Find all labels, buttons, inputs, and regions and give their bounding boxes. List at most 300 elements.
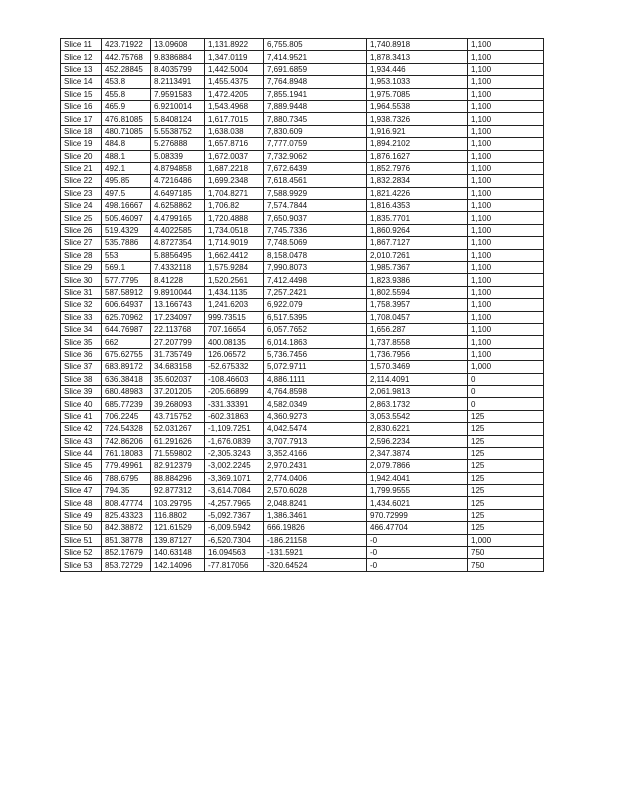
table-row — [61, 410, 544, 422]
cell-value-b: 92.877312 — [151, 485, 205, 497]
cell-value-f: 0 — [468, 373, 544, 385]
cell-value-c: -4,257.7965 — [205, 497, 264, 509]
cell-value-a: 851.38778 — [102, 534, 151, 546]
cell-value-f: 1,100 — [468, 125, 544, 137]
table-row — [61, 559, 544, 571]
cell-slice-label: Slice 26 — [61, 224, 102, 236]
cell-value-a: 505.46097 — [102, 212, 151, 224]
cell-value-c: 1,472.4205 — [205, 88, 264, 100]
cell-value-a: 779.49961 — [102, 460, 151, 472]
table-row — [61, 113, 544, 125]
cell-value-b: 9.8386884 — [151, 51, 205, 63]
cell-value-f: 125 — [468, 485, 544, 497]
cell-value-d: 7,889.9448 — [264, 100, 367, 112]
cell-slice-label: Slice 38 — [61, 373, 102, 385]
cell-value-f: 1,100 — [468, 113, 544, 125]
cell-value-d: 6,755.805 — [264, 39, 367, 51]
cell-value-a: 761.18083 — [102, 447, 151, 459]
cell-value-c: -2,305.3243 — [205, 447, 264, 459]
cell-slice-label: Slice 51 — [61, 534, 102, 546]
cell-value-c: 999.73515 — [205, 311, 264, 323]
cell-value-d: 4,360.9273 — [264, 410, 367, 422]
cell-value-c: 1,434.1135 — [205, 286, 264, 298]
cell-slice-label: Slice 35 — [61, 336, 102, 348]
cell-value-a: 569.1 — [102, 262, 151, 274]
cell-value-b: 17.234097 — [151, 311, 205, 323]
table-row — [61, 187, 544, 199]
cell-value-c: 707.16654 — [205, 323, 264, 335]
cell-value-b: 82.912379 — [151, 460, 205, 472]
cell-value-c: 1,617.7015 — [205, 113, 264, 125]
cell-slice-label: Slice 25 — [61, 212, 102, 224]
cell-slice-label: Slice 50 — [61, 522, 102, 534]
cell-value-c: 1,672.0037 — [205, 150, 264, 162]
cell-value-b: 4.8794858 — [151, 162, 205, 174]
cell-value-a: 625.70962 — [102, 311, 151, 323]
cell-value-e: 1,736.7956 — [367, 348, 468, 360]
cell-value-a: 423.71922 — [102, 39, 151, 51]
cell-value-b: 121.61529 — [151, 522, 205, 534]
cell-value-a: 606.64937 — [102, 299, 151, 311]
cell-value-e: 1,656.287 — [367, 323, 468, 335]
cell-slice-label: Slice 18 — [61, 125, 102, 137]
cell-value-a: 480.71085 — [102, 125, 151, 137]
cell-value-d: 7,777.0759 — [264, 138, 367, 150]
cell-value-c: -205.66899 — [205, 385, 264, 397]
cell-value-e: 1,758.3957 — [367, 299, 468, 311]
cell-value-b: 39.268093 — [151, 398, 205, 410]
cell-slice-label: Slice 33 — [61, 311, 102, 323]
cell-value-f: 125 — [468, 410, 544, 422]
cell-value-c: 1,455.4375 — [205, 76, 264, 88]
cell-value-d: 7,855.1941 — [264, 88, 367, 100]
cell-value-a: 788.6795 — [102, 472, 151, 484]
cell-slice-label: Slice 49 — [61, 509, 102, 521]
cell-value-a: 452.28845 — [102, 63, 151, 75]
cell-slice-label: Slice 13 — [61, 63, 102, 75]
table-row — [61, 100, 544, 112]
table-row — [61, 509, 544, 521]
cell-value-d: 6,057.7652 — [264, 323, 367, 335]
cell-value-b: 4.6258862 — [151, 200, 205, 212]
cell-value-c: 126.06572 — [205, 348, 264, 360]
cell-value-e: 1,708.0457 — [367, 311, 468, 323]
cell-value-e: 1,821.4226 — [367, 187, 468, 199]
cell-value-b: 34.683158 — [151, 361, 205, 373]
cell-value-f: 1,100 — [468, 249, 544, 261]
cell-value-e: -0 — [367, 547, 468, 559]
cell-value-f: 1,100 — [468, 286, 544, 298]
cell-value-c: 1,657.8716 — [205, 138, 264, 150]
cell-value-d: 5,072.9711 — [264, 361, 367, 373]
cell-value-f: 125 — [468, 447, 544, 459]
cell-value-f: 1,100 — [468, 299, 544, 311]
cell-value-b: 5.8856495 — [151, 249, 205, 261]
cell-value-e: 1,852.7976 — [367, 162, 468, 174]
cell-value-d: 7,414.9521 — [264, 51, 367, 63]
cell-value-a: 675.62755 — [102, 348, 151, 360]
cell-value-d: -131.5921 — [264, 547, 367, 559]
cell-value-f: 1,000 — [468, 534, 544, 546]
table-row — [61, 472, 544, 484]
cell-value-c: -602.31863 — [205, 410, 264, 422]
cell-value-c: -52.675332 — [205, 361, 264, 373]
cell-value-b: 6.9210014 — [151, 100, 205, 112]
cell-value-a: 519.4329 — [102, 224, 151, 236]
cell-value-f: 125 — [468, 435, 544, 447]
cell-value-f: 125 — [468, 522, 544, 534]
cell-slice-label: Slice 45 — [61, 460, 102, 472]
cell-slice-label: Slice 52 — [61, 547, 102, 559]
table-row — [61, 224, 544, 236]
cell-value-f: 1,100 — [468, 311, 544, 323]
table-row — [61, 249, 544, 261]
cell-value-d: 7,732.9062 — [264, 150, 367, 162]
cell-value-b: 52.031267 — [151, 423, 205, 435]
cell-value-e: 1,876.1627 — [367, 150, 468, 162]
cell-value-f: 1,100 — [468, 51, 544, 63]
cell-value-a: 662 — [102, 336, 151, 348]
cell-slice-label: Slice 37 — [61, 361, 102, 373]
cell-value-e: 1,878.3413 — [367, 51, 468, 63]
cell-slice-label: Slice 44 — [61, 447, 102, 459]
table-row — [61, 299, 544, 311]
cell-value-d: 7,745.7336 — [264, 224, 367, 236]
cell-value-d: 7,618.4561 — [264, 175, 367, 187]
cell-value-f: 1,100 — [468, 323, 544, 335]
cell-value-a: 455.8 — [102, 88, 151, 100]
cell-value-a: 794.35 — [102, 485, 151, 497]
table-row — [61, 398, 544, 410]
cell-value-f: 125 — [468, 423, 544, 435]
cell-value-e: 2,010.7261 — [367, 249, 468, 261]
cell-value-b: 4.4799165 — [151, 212, 205, 224]
cell-slice-label: Slice 21 — [61, 162, 102, 174]
cell-value-e: 1,934.446 — [367, 63, 468, 75]
cell-value-d: 7,672.6439 — [264, 162, 367, 174]
cell-value-e: 1,860.9264 — [367, 224, 468, 236]
cell-slice-label: Slice 48 — [61, 497, 102, 509]
cell-value-c: -3,369.1071 — [205, 472, 264, 484]
cell-value-d: 2,970.2431 — [264, 460, 367, 472]
cell-value-e: 2,061.9813 — [367, 385, 468, 397]
table-row — [61, 373, 544, 385]
cell-value-c: -3,002.2245 — [205, 460, 264, 472]
cell-value-c: 1,131.8922 — [205, 39, 264, 51]
cell-value-f: 1,100 — [468, 212, 544, 224]
cell-value-e: 1,816.4353 — [367, 200, 468, 212]
cell-value-a: 492.1 — [102, 162, 151, 174]
cell-value-e: 1,799.9555 — [367, 485, 468, 497]
cell-value-b: 31.735749 — [151, 348, 205, 360]
cell-value-d: 7,990.8073 — [264, 262, 367, 274]
cell-value-a: 680.48983 — [102, 385, 151, 397]
cell-value-d: 7,748.5069 — [264, 237, 367, 249]
cell-value-b: 27.207799 — [151, 336, 205, 348]
cell-value-e: 1,938.7326 — [367, 113, 468, 125]
cell-value-a: 842.38872 — [102, 522, 151, 534]
cell-value-e: 1,832.2834 — [367, 175, 468, 187]
cell-value-b: 5.8408124 — [151, 113, 205, 125]
cell-value-e: 1,894.2102 — [367, 138, 468, 150]
cell-value-d: 7,880.7345 — [264, 113, 367, 125]
cell-value-e: 1,916.921 — [367, 125, 468, 137]
cell-value-f: 1,100 — [468, 237, 544, 249]
cell-slice-label: Slice 12 — [61, 51, 102, 63]
cell-value-e: 2,596.2234 — [367, 435, 468, 447]
cell-value-c: 1,720.4888 — [205, 212, 264, 224]
cell-slice-label: Slice 47 — [61, 485, 102, 497]
cell-value-a: 476.81085 — [102, 113, 151, 125]
cell-value-a: 535.7886 — [102, 237, 151, 249]
cell-value-f: 1,000 — [468, 361, 544, 373]
cell-value-e: 2,830.6221 — [367, 423, 468, 435]
cell-value-d: -186.21158 — [264, 534, 367, 546]
cell-value-c: 1,706.82 — [205, 200, 264, 212]
cell-value-b: 4.6497185 — [151, 187, 205, 199]
cell-value-d: 3,707.7913 — [264, 435, 367, 447]
cell-slice-label: Slice 43 — [61, 435, 102, 447]
cell-value-d: 666.19826 — [264, 522, 367, 534]
cell-value-b: 5.276888 — [151, 138, 205, 150]
cell-value-c: 1,575.9284 — [205, 262, 264, 274]
table-row — [61, 150, 544, 162]
table-row — [61, 385, 544, 397]
cell-value-f: 1,100 — [468, 88, 544, 100]
table-row — [61, 286, 544, 298]
cell-value-f: 750 — [468, 547, 544, 559]
cell-value-b: 8.41228 — [151, 274, 205, 286]
table-row — [61, 39, 544, 51]
cell-value-f: 1,100 — [468, 262, 544, 274]
cell-value-d: 7,830.609 — [264, 125, 367, 137]
table-row — [61, 336, 544, 348]
cell-value-b: 4.4022585 — [151, 224, 205, 236]
table-row — [61, 485, 544, 497]
cell-value-a: 495.85 — [102, 175, 151, 187]
cell-value-d: 4,042.5474 — [264, 423, 367, 435]
cell-value-c: 1,442.5004 — [205, 63, 264, 75]
cell-value-a: 724.54328 — [102, 423, 151, 435]
cell-value-c: 1,543.4968 — [205, 100, 264, 112]
cell-value-a: 553 — [102, 249, 151, 261]
table-row — [61, 262, 544, 274]
cell-value-b: 37.201205 — [151, 385, 205, 397]
cell-value-a: 683.89172 — [102, 361, 151, 373]
cell-slice-label: Slice 53 — [61, 559, 102, 571]
cell-slice-label: Slice 41 — [61, 410, 102, 422]
cell-value-b: 5.5538752 — [151, 125, 205, 137]
table-row — [61, 162, 544, 174]
cell-value-d: 6,922.079 — [264, 299, 367, 311]
cell-value-d: -320.64524 — [264, 559, 367, 571]
slice-data-table — [60, 38, 544, 572]
cell-slice-label: Slice 46 — [61, 472, 102, 484]
cell-value-e: 2,114.4091 — [367, 373, 468, 385]
table-row — [61, 51, 544, 63]
cell-value-c: -1,676.0839 — [205, 435, 264, 447]
cell-value-b: 13.09608 — [151, 39, 205, 51]
table-row — [61, 423, 544, 435]
cell-value-f: 1,100 — [468, 63, 544, 75]
cell-value-a: 706.2245 — [102, 410, 151, 422]
cell-value-c: 1,714.9019 — [205, 237, 264, 249]
cell-value-e: 1,975.7085 — [367, 88, 468, 100]
cell-value-e: 1,953.1033 — [367, 76, 468, 88]
cell-value-f: 1,100 — [468, 274, 544, 286]
table-row — [61, 361, 544, 373]
cell-value-b: 35.602037 — [151, 373, 205, 385]
cell-slice-label: Slice 29 — [61, 262, 102, 274]
cell-value-e: 1,942.4041 — [367, 472, 468, 484]
table-row — [61, 534, 544, 546]
cell-value-f: 1,100 — [468, 162, 544, 174]
cell-value-a: 742.86206 — [102, 435, 151, 447]
cell-slice-label: Slice 19 — [61, 138, 102, 150]
cell-value-b: 8.4035799 — [151, 63, 205, 75]
table-row — [61, 447, 544, 459]
cell-value-b: 139.87127 — [151, 534, 205, 546]
cell-value-b: 8.2113491 — [151, 76, 205, 88]
cell-value-b: 61.291626 — [151, 435, 205, 447]
cell-value-b: 43.715752 — [151, 410, 205, 422]
cell-value-c: -331.33391 — [205, 398, 264, 410]
table-row — [61, 497, 544, 509]
table-row — [61, 311, 544, 323]
table-row — [61, 63, 544, 75]
cell-value-d: 7,574.7844 — [264, 200, 367, 212]
table-row — [61, 237, 544, 249]
cell-value-d: 2,570.6028 — [264, 485, 367, 497]
table-row — [61, 88, 544, 100]
cell-value-f: 1,100 — [468, 224, 544, 236]
cell-value-f: 1,100 — [468, 76, 544, 88]
table-row — [61, 200, 544, 212]
cell-value-d: 7,588.9929 — [264, 187, 367, 199]
cell-value-e: 1,985.7367 — [367, 262, 468, 274]
cell-slice-label: Slice 28 — [61, 249, 102, 261]
cell-value-a: 577.7795 — [102, 274, 151, 286]
cell-value-a: 685.77239 — [102, 398, 151, 410]
cell-value-c: 1,734.0518 — [205, 224, 264, 236]
cell-value-d: 2,048.8241 — [264, 497, 367, 509]
cell-value-f: 1,100 — [468, 100, 544, 112]
cell-slice-label: Slice 23 — [61, 187, 102, 199]
cell-slice-label: Slice 27 — [61, 237, 102, 249]
cell-value-e: 1,964.5538 — [367, 100, 468, 112]
cell-slice-label: Slice 42 — [61, 423, 102, 435]
cell-value-b: 9.8910044 — [151, 286, 205, 298]
cell-value-c: -6,520.7304 — [205, 534, 264, 546]
cell-value-e: 1,434.6021 — [367, 497, 468, 509]
cell-value-a: 808.47774 — [102, 497, 151, 509]
cell-value-b: 103.29795 — [151, 497, 205, 509]
cell-value-f: 125 — [468, 472, 544, 484]
cell-value-c: 1,347.0119 — [205, 51, 264, 63]
cell-slice-label: Slice 36 — [61, 348, 102, 360]
cell-value-e: 1,835.7701 — [367, 212, 468, 224]
cell-value-f: 1,100 — [468, 138, 544, 150]
cell-value-b: 7.9591583 — [151, 88, 205, 100]
cell-value-e: -0 — [367, 534, 468, 546]
cell-value-a: 825.43323 — [102, 509, 151, 521]
cell-value-d: 6,517.5395 — [264, 311, 367, 323]
cell-value-c: 1,704.8271 — [205, 187, 264, 199]
cell-value-d: 8,158.0478 — [264, 249, 367, 261]
table-row — [61, 348, 544, 360]
cell-value-c: -3,614.7084 — [205, 485, 264, 497]
table-row — [61, 212, 544, 224]
cell-value-b: 4.7216486 — [151, 175, 205, 187]
cell-value-b: 88.884296 — [151, 472, 205, 484]
cell-value-b: 116.8802 — [151, 509, 205, 521]
cell-value-b: 71.559802 — [151, 447, 205, 459]
cell-value-f: 125 — [468, 460, 544, 472]
table-row — [61, 175, 544, 187]
cell-value-c: 400.08135 — [205, 336, 264, 348]
cell-value-a: 488.1 — [102, 150, 151, 162]
cell-value-c: -6,009.5942 — [205, 522, 264, 534]
table-row — [61, 460, 544, 472]
cell-value-f: 1,100 — [468, 39, 544, 51]
cell-value-e: 2,079.7866 — [367, 460, 468, 472]
cell-value-f: 1,100 — [468, 336, 544, 348]
cell-value-c: -1,109.7251 — [205, 423, 264, 435]
cell-value-f: 750 — [468, 559, 544, 571]
cell-value-f: 0 — [468, 398, 544, 410]
cell-value-a: 636.38418 — [102, 373, 151, 385]
cell-value-c: 1,699.2348 — [205, 175, 264, 187]
cell-value-b: 13.166743 — [151, 299, 205, 311]
cell-value-d: 7,691.6859 — [264, 63, 367, 75]
cell-value-a: 644.76987 — [102, 323, 151, 335]
table-row — [61, 323, 544, 335]
cell-value-d: 2,774.0406 — [264, 472, 367, 484]
cell-slice-label: Slice 31 — [61, 286, 102, 298]
cell-value-c: 1,662.4412 — [205, 249, 264, 261]
cell-value-f: 1,100 — [468, 175, 544, 187]
cell-value-f: 1,100 — [468, 150, 544, 162]
cell-value-d: 1,386.3461 — [264, 509, 367, 521]
cell-value-a: 497.5 — [102, 187, 151, 199]
table-row — [61, 274, 544, 286]
cell-value-e: 3,053.5542 — [367, 410, 468, 422]
cell-value-b: 5.08339 — [151, 150, 205, 162]
cell-value-a: 587.58912 — [102, 286, 151, 298]
cell-value-d: 7,650.9037 — [264, 212, 367, 224]
cell-value-e: -0 — [367, 559, 468, 571]
cell-slice-label: Slice 14 — [61, 76, 102, 88]
cell-value-d: 4,582.0349 — [264, 398, 367, 410]
cell-value-e: 2,863.1732 — [367, 398, 468, 410]
cell-slice-label: Slice 24 — [61, 200, 102, 212]
cell-slice-label: Slice 32 — [61, 299, 102, 311]
cell-value-b: 22.113768 — [151, 323, 205, 335]
table-row — [61, 522, 544, 534]
cell-value-d: 4,886.1111 — [264, 373, 367, 385]
cell-value-d: 3,352.4166 — [264, 447, 367, 459]
cell-slice-label: Slice 34 — [61, 323, 102, 335]
table-row — [61, 138, 544, 150]
cell-value-b: 140.63148 — [151, 547, 205, 559]
cell-value-f: 125 — [468, 497, 544, 509]
cell-value-e: 2,347.3874 — [367, 447, 468, 459]
table-body — [61, 39, 544, 572]
cell-value-e: 970.72999 — [367, 509, 468, 521]
cell-value-c: 1,687.2218 — [205, 162, 264, 174]
cell-slice-label: Slice 15 — [61, 88, 102, 100]
cell-value-c: 1,241.6203 — [205, 299, 264, 311]
